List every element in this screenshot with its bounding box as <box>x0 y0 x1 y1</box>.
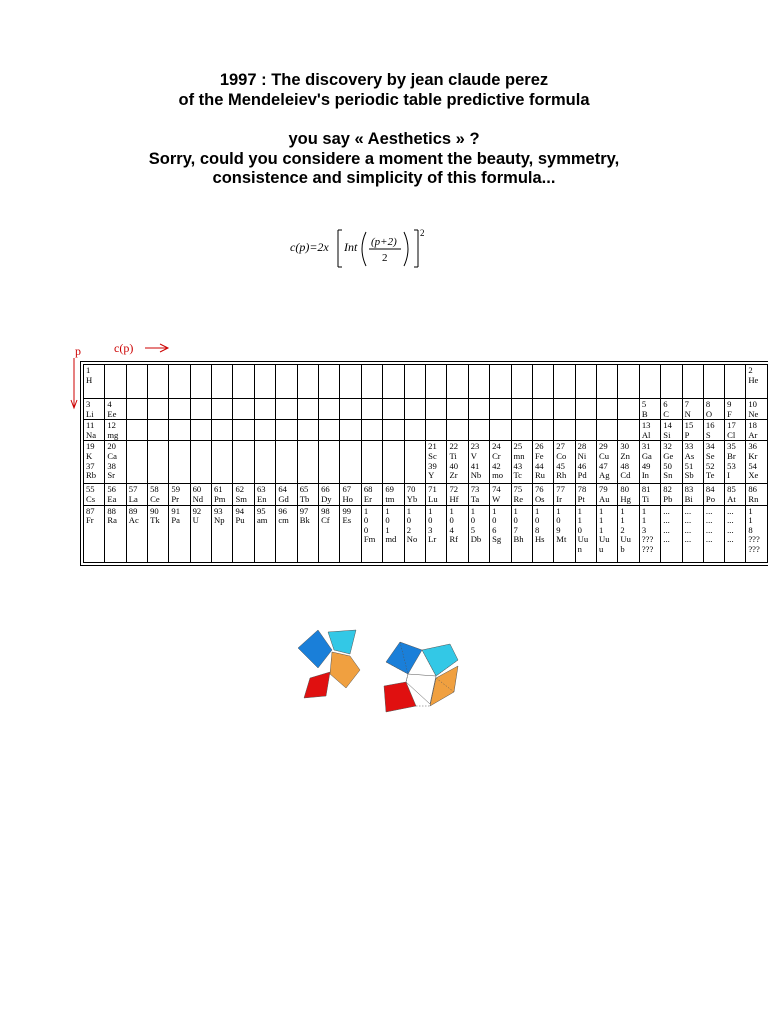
element-cell: 81 Ti <box>639 484 660 505</box>
element-cell: 2 He <box>746 365 768 399</box>
element-cell <box>618 365 639 399</box>
element-cell <box>383 441 404 484</box>
formula-int: Int <box>344 240 358 254</box>
element-cell <box>211 420 232 441</box>
element-cell: 36 Kr 54 Xe <box>746 441 768 484</box>
element-cell <box>254 420 275 441</box>
element-cell: 1 1 3 ??? ??? <box>639 505 660 562</box>
formula-denominator: 2 <box>382 252 388 264</box>
element-cell: 73 Ta <box>468 484 489 505</box>
element-cell: 65 Tb <box>297 484 318 505</box>
element-cell: 1 0 5 Db <box>468 505 489 562</box>
element-cell: 72 Hf <box>447 484 468 505</box>
element-cell <box>148 420 169 441</box>
formula-numerator: (p+2) <box>371 236 397 248</box>
element-cell: 62 Sm <box>233 484 254 505</box>
element-cell <box>233 420 254 441</box>
element-cell <box>319 365 340 399</box>
element-cell: ... ... ... ... <box>661 505 682 562</box>
element-cell: 87 Fr <box>84 505 105 562</box>
element-cell: 34 Se 52 Te <box>703 441 724 484</box>
subtitle-line-3: consistence and simplicity of this formula... <box>212 169 556 187</box>
element-cell: 93 Np <box>211 505 232 562</box>
element-cell <box>618 399 639 420</box>
element-cell <box>703 365 724 399</box>
element-cell: 9 F <box>725 399 746 420</box>
element-cell <box>254 365 275 399</box>
element-cell <box>468 420 489 441</box>
element-cell: 67 Ho <box>340 484 361 505</box>
element-cell <box>233 365 254 399</box>
subtitle-line-1: you say « Aesthetics » ? <box>288 130 480 148</box>
element-cell: 24 Cr 42 mo <box>490 441 511 484</box>
element-cell: 74 W <box>490 484 511 505</box>
element-cell <box>554 420 575 441</box>
element-cell <box>340 441 361 484</box>
element-cell <box>575 365 596 399</box>
element-cell: 94 Pu <box>233 505 254 562</box>
element-cell: ... ... ... ... <box>682 505 703 562</box>
element-cell: 71 Lu <box>426 484 447 505</box>
element-cell <box>447 399 468 420</box>
element-cell: 1 0 4 Rf <box>447 505 468 562</box>
element-cell <box>447 420 468 441</box>
element-cell: 18 Ar <box>746 420 768 441</box>
element-cell <box>126 441 147 484</box>
element-cell: 1 0 2 No <box>404 505 425 562</box>
element-cell <box>639 365 660 399</box>
element-cell <box>490 420 511 441</box>
element-cell <box>661 365 682 399</box>
element-cell: 60 Nd <box>190 484 211 505</box>
element-cell <box>361 420 382 441</box>
element-cell: 6 C <box>661 399 682 420</box>
element-cell <box>190 420 211 441</box>
element-cell <box>426 420 447 441</box>
element-cell: 56 Ea <box>105 484 126 505</box>
element-cell <box>361 441 382 484</box>
element-cell: 78 Pt <box>575 484 596 505</box>
element-cell <box>169 365 190 399</box>
element-cell: 1 0 7 Bh <box>511 505 532 562</box>
element-cell: 22 Ti 40 Zr <box>447 441 468 484</box>
element-cell <box>148 399 169 420</box>
element-cell <box>426 399 447 420</box>
subtitle-line-2: Sorry, could you considere a moment the beauty, symmetry, <box>148 150 620 168</box>
element-cell <box>383 365 404 399</box>
element-cell <box>340 399 361 420</box>
element-cell: 1 1 8 ??? ??? <box>746 505 768 562</box>
element-cell <box>190 365 211 399</box>
element-cell: 86 Rn <box>746 484 768 505</box>
element-cell: 5 B <box>639 399 660 420</box>
element-cell <box>383 420 404 441</box>
element-cell <box>254 441 275 484</box>
element-cell <box>404 399 425 420</box>
element-cell <box>297 441 318 484</box>
element-cell: 59 Pr <box>169 484 190 505</box>
formula-exponent: 2 <box>420 228 425 238</box>
element-cell: 3 Li <box>84 399 105 420</box>
element-cell: 1 1 2 Uu b <box>618 505 639 562</box>
element-cell: ... ... ... ... <box>703 505 724 562</box>
element-cell: 97 Bk <box>297 505 318 562</box>
element-cell: 16 S <box>703 420 724 441</box>
element-cell <box>233 399 254 420</box>
element-cell: 19 K 37 Rb <box>84 441 105 484</box>
element-cell: 88 Ra <box>105 505 126 562</box>
element-cell <box>276 365 297 399</box>
element-cell <box>532 420 553 441</box>
element-cell <box>597 420 618 441</box>
element-cell <box>211 441 232 484</box>
element-cell <box>211 399 232 420</box>
table-row <box>84 399 768 420</box>
element-cell <box>447 365 468 399</box>
element-cell: 89 Ac <box>126 505 147 562</box>
element-cell <box>597 399 618 420</box>
element-cell <box>404 365 425 399</box>
element-cell: 32 Ge 50 Sn <box>661 441 682 484</box>
element-cell: 15 P <box>682 420 703 441</box>
element-cell: 99 Es <box>340 505 361 562</box>
element-cell: 12 mg <box>105 420 126 441</box>
element-cell <box>319 441 340 484</box>
element-cell <box>126 365 147 399</box>
formula-lhs: c(p)=2x <box>290 240 329 254</box>
element-cell <box>511 420 532 441</box>
element-cell: 29 Cu 47 Ag <box>597 441 618 484</box>
large-polyhedron <box>384 642 458 712</box>
element-cell <box>532 365 553 399</box>
element-cell <box>297 365 318 399</box>
table-row <box>84 365 768 399</box>
table-row <box>84 420 768 441</box>
element-cell: 1 H <box>84 365 105 399</box>
element-cell: 68 Er <box>361 484 382 505</box>
cp-label: c(p) <box>114 341 134 355</box>
element-cell: ... ... ... ... <box>725 505 746 562</box>
element-cell: 69 tm <box>383 484 404 505</box>
element-cell: 28 Ni 46 Pd <box>575 441 596 484</box>
element-cell: 95 am <box>254 505 275 562</box>
element-cell <box>554 365 575 399</box>
element-cell <box>426 365 447 399</box>
element-cell <box>490 399 511 420</box>
element-cell <box>682 365 703 399</box>
element-cell <box>297 420 318 441</box>
element-cell <box>340 365 361 399</box>
element-cell: 96 cm <box>276 505 297 562</box>
element-cell <box>276 420 297 441</box>
element-cell <box>126 420 147 441</box>
element-cell: 84 Po <box>703 484 724 505</box>
element-cell: 1 1 1 Uu u <box>597 505 618 562</box>
element-cell: 8 O <box>703 399 724 420</box>
element-cell <box>169 420 190 441</box>
element-cell: 26 Fe 44 Ru <box>532 441 553 484</box>
element-cell <box>468 399 489 420</box>
element-cell <box>254 399 275 420</box>
element-cell <box>276 441 297 484</box>
crystal-shapes <box>290 620 480 730</box>
element-cell: 85 At <box>725 484 746 505</box>
element-cell: 77 Ir <box>554 484 575 505</box>
element-cell: 55 Cs <box>84 484 105 505</box>
element-cell <box>511 365 532 399</box>
element-cell: 66 Dy <box>319 484 340 505</box>
element-cell <box>511 399 532 420</box>
element-cell: 57 La <box>126 484 147 505</box>
element-cell <box>532 399 553 420</box>
element-cell: 90 Tk <box>148 505 169 562</box>
title-line-1: 1997 : The discovery by jean claude perez <box>219 71 549 89</box>
formula <box>288 224 438 274</box>
element-cell: 98 Cf <box>319 505 340 562</box>
element-cell <box>361 365 382 399</box>
element-cell <box>468 365 489 399</box>
element-cell <box>148 441 169 484</box>
element-cell: 27 Co 45 Rh <box>554 441 575 484</box>
element-cell <box>169 399 190 420</box>
element-cell: 61 Pm <box>211 484 232 505</box>
periodic-table <box>83 364 768 563</box>
element-cell <box>297 399 318 420</box>
element-cell: 35 Br 53 I <box>725 441 746 484</box>
table-row <box>84 505 768 562</box>
element-cell <box>725 365 746 399</box>
cp-right-arrow <box>145 344 168 352</box>
element-cell: 31 Ga 49 In <box>639 441 660 484</box>
element-cell: 1 1 0 Uu n <box>575 505 596 562</box>
element-cell: 11 Na <box>84 420 105 441</box>
element-cell: 1 0 6 Sg <box>490 505 511 562</box>
element-cell: 70 Yb <box>404 484 425 505</box>
element-cell <box>276 399 297 420</box>
element-cell <box>383 399 404 420</box>
element-cell <box>575 399 596 420</box>
element-cell <box>340 420 361 441</box>
element-cell: 1 0 8 Hs <box>532 505 553 562</box>
element-cell <box>148 365 169 399</box>
element-cell <box>126 399 147 420</box>
element-cell: 76 Os <box>532 484 553 505</box>
element-cell: 1 0 0 Fm <box>361 505 382 562</box>
element-cell: 17 Cl <box>725 420 746 441</box>
element-cell <box>190 441 211 484</box>
element-cell <box>404 420 425 441</box>
element-cell: 23 V 41 Nb <box>468 441 489 484</box>
element-cell <box>211 365 232 399</box>
element-cell: 1 0 9 Mt <box>554 505 575 562</box>
element-cell: 30 Zn 48 Cd <box>618 441 639 484</box>
element-cell <box>575 420 596 441</box>
element-cell: 79 Au <box>597 484 618 505</box>
p-down-arrow <box>71 358 77 408</box>
element-cell <box>169 441 190 484</box>
small-polyhedron <box>298 630 360 698</box>
element-cell <box>361 399 382 420</box>
element-cell <box>319 420 340 441</box>
element-cell: 1 0 3 Lr <box>426 505 447 562</box>
element-cell: 1 0 1 md <box>383 505 404 562</box>
element-cell: 82 Pb <box>661 484 682 505</box>
element-cell <box>319 399 340 420</box>
element-cell <box>404 441 425 484</box>
element-cell: 20 Ca 38 Sr <box>105 441 126 484</box>
table-row <box>84 484 768 505</box>
element-cell <box>597 365 618 399</box>
element-cell <box>490 365 511 399</box>
element-cell <box>554 399 575 420</box>
element-cell: 10 Ne <box>746 399 768 420</box>
title-line-2: of the Mendeleiev's periodic table predictive formula <box>178 91 590 109</box>
table-row <box>84 441 768 484</box>
element-cell: 75 Re <box>511 484 532 505</box>
element-cell <box>618 420 639 441</box>
element-cell: 63 En <box>254 484 275 505</box>
element-cell: 21 Sc 39 Y <box>426 441 447 484</box>
element-cell: 4 Ee <box>105 399 126 420</box>
element-cell: 64 Gd <box>276 484 297 505</box>
element-cell <box>190 399 211 420</box>
element-cell: 7 N <box>682 399 703 420</box>
element-cell <box>105 365 126 399</box>
p-label: p <box>75 344 81 358</box>
element-cell: 80 Hg <box>618 484 639 505</box>
element-cell: 58 Ce <box>148 484 169 505</box>
element-cell: 14 Si <box>661 420 682 441</box>
element-cell: 92 U <box>190 505 211 562</box>
element-cell: 83 Bi <box>682 484 703 505</box>
element-cell: 25 mn 43 Tc <box>511 441 532 484</box>
element-cell <box>233 441 254 484</box>
element-cell: 13 Al <box>639 420 660 441</box>
element-cell: 91 Pa <box>169 505 190 562</box>
element-cell: 33 As 51 Sb <box>682 441 703 484</box>
